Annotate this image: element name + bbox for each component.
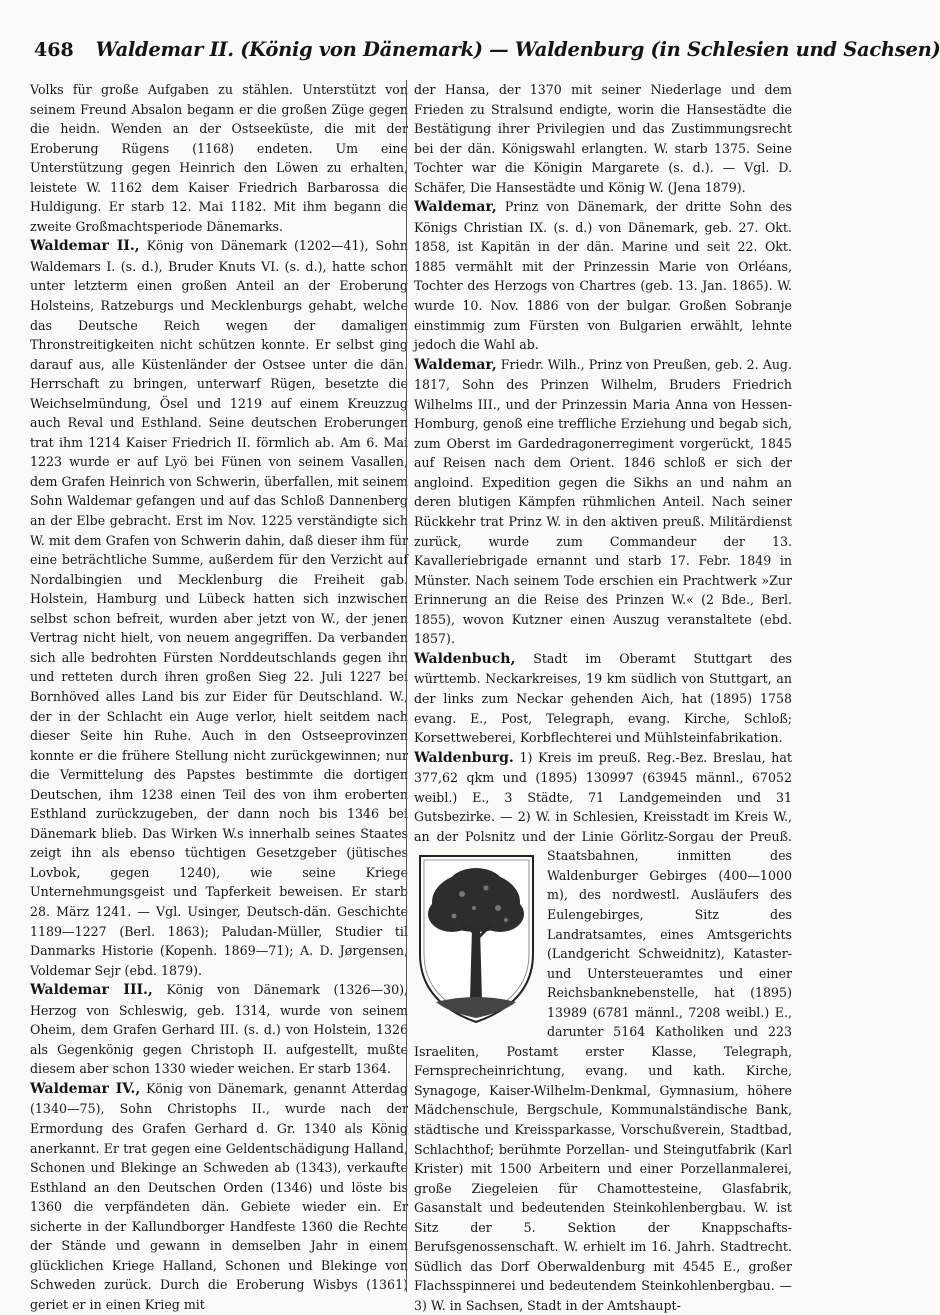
entry-text: Friedr. Wilh., Prinz von Preußen, geb. 2. Aug. 1817, Sohn des Prinzen Wilhelm, Bruders Friedrich Wilhelms III., und der Prinzessin Maria Anna von Hessen-Homburg, genoß eine treffliche Erziehung und begab sich, zum Oberst im Gardedragonerregiment vorgerückt, 1845 auf Reisen nach dem Orient. 1846 schloß er sich der angloind. Expedition gegen die Sikhs an und nahm an deren blutigen Kämpfen rühmlichen Anteil. Nach seiner Rückkehr trat Prinz W. in den aktiven preuß. Militärdienst zurück, wurde zum Commandeur der 13. Kavalleriebrigade ernannt und starb 17. Febr. 1849 in Münster. Nach seinem Tode erschien ein Prachtwerk »Zur Erinnerung an die Reise des Prinzen W.« (2 Bde., Berl. 1855), wovon Kutzner einen Auszug veranstaltete (ebd. 1857). [414, 356, 792, 647]
paragraph-waldemar-iv-end: der Hansa, der 1370 mit seiner Niederlage und dem Frieden zu Stralsund endigte, worin die Hansestädte die Bestätigung ihrer Privilegien und das Zustimmungsrecht bei der dän. Königswahl erlangten. W. starb 1375. Seine Tochter war die Königin Margarete (s. d.). — Vgl. D. Schäfer, Die Hansestädte und König W. (Jena 1879). [414, 82, 792, 195]
tree-shield-icon [414, 850, 539, 1028]
running-head: Waldemar II. (König von Dänemark) — Waldenburg (in Schlesien und Sachsen) [95, 38, 940, 61]
entry-waldemar-prinz-daenemark [414, 197, 792, 354]
entry-waldenburg [414, 748, 792, 1315]
entry-headword: Waldemar, [414, 356, 497, 373]
entry-waldemar-ii [30, 236, 408, 980]
entry-headword: Waldemar III., [30, 982, 153, 999]
entry-text-intro: 1) Kreis im preuß. Reg.-Bez. Breslau, hat 377,62 qkm und (1895) 130997 (63945 männl., 67052 weibl.) E., 3 Städte, 71 Landgemeinden und 31 Gutsbezirke. — 2) W. in Schlesien, Kreisstadt im Kreis W., an der Polsnitz und der Linie Görlitz-Sorgau [414, 749, 792, 844]
entry-waldemar-iv [30, 1079, 408, 1315]
entry-waldemar-prinz-preussen [414, 355, 792, 649]
page-number: 468 [34, 39, 74, 61]
column-divider [406, 80, 407, 1292]
entry-text: Stadt im Oberamt Stuttgart des württemb. Neckarkreises, 19 km südlich von Stuttgart, an der links zum Neckar gehenden Aich, hat (1895) 1758 evang. E., Post, Telegraph, evang. Kirche, Schloß; Korsettweberei, Korbflechterei und Mühlsteinfabrikation. [414, 650, 792, 746]
entry-text: Prinz von Dänemark, der dritte Sohn des Königs Christian IX. (s. d.) von Dänemark, geb. 27. Okt. 1858, ist Kapitän in der dän. Marine und seit 22. Okt. 1885 vermählt mit der Prinzessin Marie von Orléans, Tochter des Herzogs von Chartres (geb. 13. Jan. 1865). W. wurde 10. Nov. 1886 von der bulgar. Großen Sobranje einstimmig zum Fürsten von Bulgarien erwählt, lehnte jedoch die Wahl ab. [414, 199, 792, 353]
paragraph-waldemar-i-end: Volks für große Aufgaben zu stählen. Unterstützt von seinem Freund Absalon begann er die großen Züge gegen die heidn. Wenden an der Ostseeküste, die mit der Eroberung Rügens (1168) endeten. Um eine Unterstützung gegen Heinrich den Löwen zu erhalten, leistete W. 1162 dem Kaiser Friedrich Barbarossa die Huldigung. Er starb 12. Mai 1182. Mit ihm begann die zweite Großmachtsperiode Dänemarks. [30, 82, 408, 234]
entry-waldenbuch [414, 649, 792, 748]
page-header [34, 38, 940, 68]
entry-headword: Waldenburg. [414, 749, 514, 766]
right-column [414, 80, 792, 1313]
entry-headword: Waldemar, [414, 199, 497, 216]
entry-headword: Waldemar IV., [30, 1080, 141, 1097]
entry-text: König von Dänemark, genannt Atterdag (1340—75), Sohn Christophs II., wurde nach der Ermordung des Grafen Gerhard d. Gr. 1340 als König anerkannt. Er trat gegen eine Geldentschädigung Halland, Schonen und Blekinge an Schweden ab (1343), verkaufte Esthland an den Deutschen Orden (1346) und löste bis 1360 die verpfändeten dän. Gebiete wieder ein. Er sicherte in der Kallundborger Handfeste 1360 die Rechte der Stände und gewann in demselben Jahr in einem glücklichen Kriege Halland, Schonen und Blekinge von Schweden zurück. Durch die Eroberung Wisbys (1361) geriet er in einen Krieg mit [30, 1080, 408, 1312]
left-column [30, 80, 408, 1312]
entry-text: König von Dänemark (1326—30), Herzog von Schleswig, geb. 1314, wurde von seinem Oheim, dem Grafen Gerhard III. (s. d.) von Holstein, 1326 als Gegenkönig gegen Christoph II. aufgestellt, mußte diesem aber schon 1330 wieder weichen. Er starb 1364. [30, 982, 408, 1077]
entry-text-continued: der Preuß. Staatsbahnen, inmitten des Waldenburger Gebirges (400—1000 m), des nordwestl. Ausläufers des Eulengebirges, Sitz des Landratsamtes, eines Amtsgerichts (Landgericht Schweidnitz), Kataster- und Untersteueramtes und einer Reichsbanknebenstelle, hat (1895) 13989 (6781 männl., 7208 weibl.) E., darunter 5164 Katholiken und 223 Israeliten, Postamt erster Klasse, Telegraph, Fernsprecheinrichtung, evang. und kath. Kirche, Synagoge, Kaiser-Wilhelm-Denkmal, Gymnasium, höhere Mädchenschule, Bergschule, Kommunalständische Bank, städtische und Kreissparkasse, Vorschußverein, Stadtbad, Schlachthof; berühmte Porzellan- und Steingutfabrik (Karl Krister) mit 1500 Arbeitern und einer Porzellanmalerei, große Ziegeleien für Chamottesteine, Glasfabrik, Gasanstalt und bedeutenden Steinkohlenbergbau. W. ist Sitz der 5. Sektion der Knappschafts-Berufsgenossenschaft. W. erhielt im 16. Jahrh. Stadtrecht. Südlich das Dorf Oberwaldenburg mit 4545 E., großer Flachsspinnerei und bedeutendem Steinkohlenbergbau. — 3) W. in Sachsen, Stadt in der Amtshaupt- [414, 828, 792, 1313]
waldenburg-coat-of-arms-image [414, 850, 539, 1028]
entry-headword: Waldenbuch, [414, 650, 516, 667]
entry-text: König von Dänemark (1202—41), Sohn Waldemars I. (s. d.), Bruder Knuts VI. (s. d.), hatte schon unter letzterm einen großen Anteil an der Eroberung Holsteins, Ratzeburgs und Mecklenburgs gehabt, welche das Deutsche Reich wegen der damaligen Thronstreitigkeiten nicht schützen konnte. Er selbst ging darauf aus, alle Küstenländer der Ostsee unter die dän. Herrschaft zu bringen, unterwarf Rügen, besetzte die Weichselmündung, Ösel und 1219 auf einem Kreuzzug auch Reval und Esthland. Seine deutschen Eroberungen trat ihm 1214 Kaiser Friedrich II. förmlich ab. Am 6. Mai 1223 wurde er auf Lyö bei Fünen von seinem Vasallen, dem Grafen Heinrich von Schwerin, überfallen, mit seinem Sohn Waldemar gefangen und auf das Schloß Dannenberg an der Elbe gebracht. Erst im Nov. 1225 verständigte sich W. mit dem Grafen von Schwerin dahin, daß dieser ihm für eine beträchtliche Summe, außerdem für den Verzicht auf Nordalbingien und Mecklenburg die Freiheit gab. Holstein, Hamburg und Lübeck hatten sich inzwischen selbst schon befreit, wurden aber jetzt von W., der jenen Vertrag nicht hielt, von neuem angegriffen. Da verbanden sich alle bedrohten Fürsten Norddeutschlands gegen ihn und retteten durch ihren großen Sieg 22. Juli 1227 bei Bornhöved alles Land bis zur Eider für Deutschland. W., der in der Schlacht ein Auge verlor, hielt seitdem nach dieser Seite hin Ruhe. Auch in den Ostseeprovinzen konnte er die frühere Stellung nicht zurückgewinnen; nur die Vermittelung des Papstes bestimmte die dortigen Deutschen, ihm 1238 einen Teil des von ihm eroberten Esthland zurückzugeben, der dann noch bis 1346 bei Dänemark blieb. Das Wirken W.s innerhalb seines Staates zeigt ihn als ebenso tüchtigen Gesetzgeber (jütisches Lovbok, gegen 1240), wie seine Kriege Unternehmungsgeist und Tapferkeit beweisen. Er starb 28. März 1241. — Vgl. Usinger, Deutsch-dän. Geschichte 1189—1227 (Berl. 1863); Paludan-Müller, Studier til Danmarks Historie (Kopenh. 1869—71); A. D. Jørgensen, Voldemar Sejr (ebd. 1879). [30, 238, 408, 978]
entry-waldemar-iii [30, 980, 408, 1079]
entry-headword: Waldemar II., [30, 238, 140, 255]
